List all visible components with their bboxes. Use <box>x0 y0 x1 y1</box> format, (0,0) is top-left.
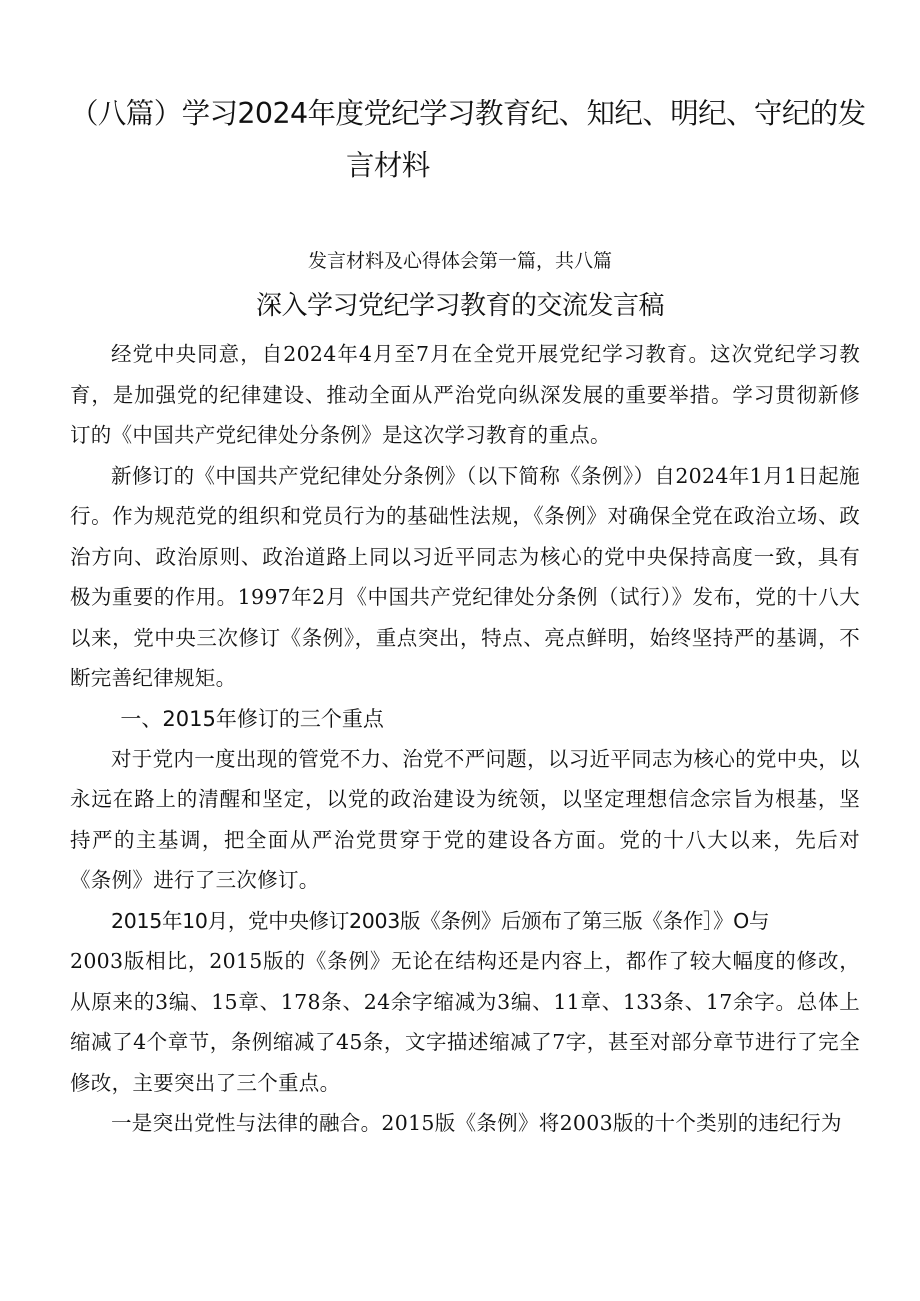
document-title-line2: 言材料 <box>346 149 430 182</box>
document-title-line1: （八篇）学习2024年度党纪学习教育纪、知纪、明纪、守纪的发 <box>70 97 866 130</box>
paragraph: 一是突出党性与法律的融合。2015版《条例》将2003版的十个类别的违纪行为 <box>111 1111 842 1135</box>
document-body <box>70 334 860 1144</box>
paragraph: 2015年10月，党中央修订2003版《条例》后颁布了第三版《条作］》O与 <box>111 908 770 933</box>
paragraph: 对于党内一度出现的管党不力、治党不严问题，以习近平同志为核心的党中央，以永远在路上的清醒和坚定，以党的政治建设为统领，以坚定理想信念宗旨为根基，坚持严的主基调，把全面从严治党贯穿于党的建设各方面。党的十八大以来，先后对《条例》进行了三次修订。 <box>70 746 860 892</box>
series-label: 发言材料及心得体会第一篇，共八篇 <box>307 250 612 272</box>
speech-title: 深入学习党纪学习教育的交流发言稿 <box>255 291 664 321</box>
paragraph: 2003版相比，2015版的《条例》无论在结构还是内容上，都作了较大幅度的修改，从原来的3编、15章、178条、24余字缩减为3编、11章、133条、17余字。总体上缩减了4个章节，条例缩减了45条，文字描述缩减了7字，甚至对部分章节进行了完全修改，主要突出了三个重点。 <box>70 949 860 1095</box>
section-heading: 一、2015年修订的三个重点 <box>120 706 384 731</box>
paragraph: 经党中央同意，自2024年4月至7月在全党开展党纪学习教育。这次党纪学习教育，是加强党的纪律建设、推动全面从严治党向纵深发展的重要举措。学习贯彻新修订的《中国共产党纪律处分条例》是这次学习教育的重点。 <box>70 342 860 447</box>
document-title <box>70 88 870 192</box>
paragraph: 新修订的《中国共产党纪律处分条例》（以下简称《条例》）自2024年1月1日起施行。作为规范党的组织和党员行为的基础性法规，《条例》对确保全党在政治立场、政治方向、政治原则、政治道路上同以习近平同志为核心的党中央保持高度一致，具有极为重要的作用。1997年2月《中国共产党纪律处分条例（试行）》发布，党的十八大以来，党中央三次修订《条例》，重点突出，特点、亮点鲜明，始终坚持严的基调，不断完善纪律规矩。 <box>70 463 860 690</box>
